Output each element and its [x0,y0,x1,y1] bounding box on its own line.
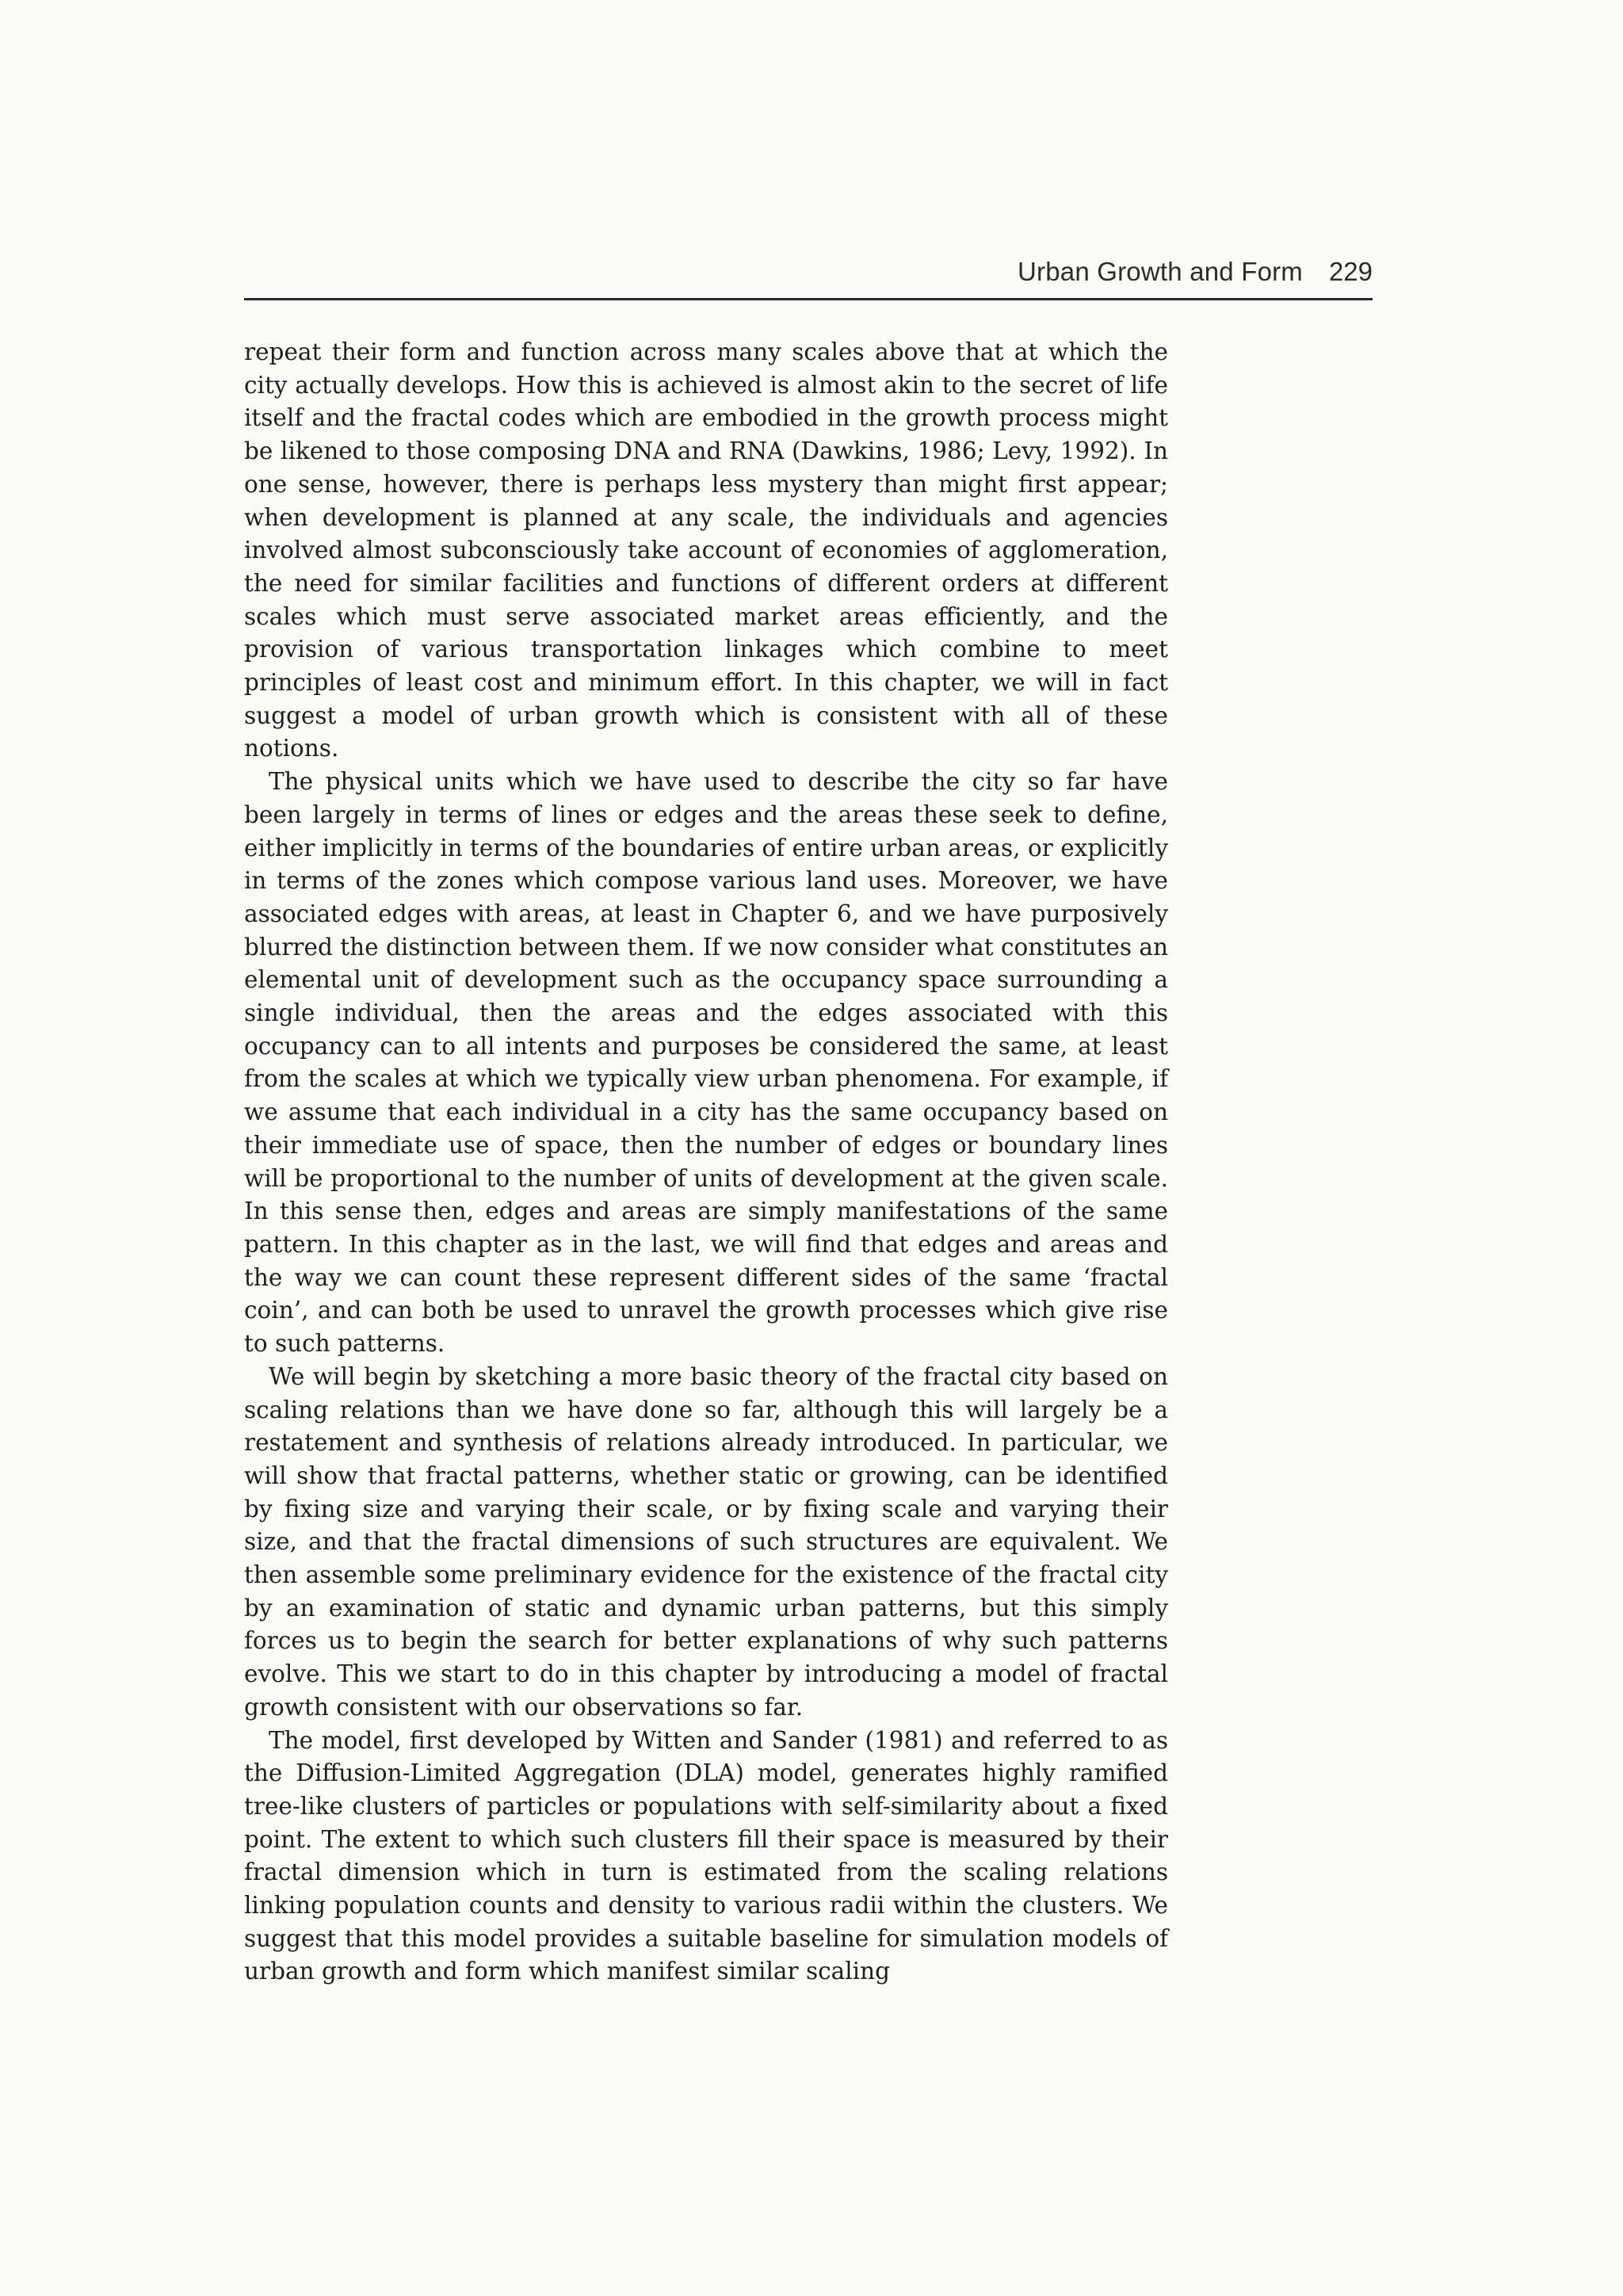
page-number: 229 [1328,257,1373,286]
body-text [244,336,1168,1988]
paragraph-dla-model: The model, first developed by Witten and Sander (1981) and referred to as the Diffusion-Limited Aggregation (DLA) model, generates highly ramified tree-like clusters of particles or populations with self-similarity about a fixed point. The extent to which such clusters fill their space is measured by their fractal dimension which in turn is estimated from the scaling relations linking population counts and density to various radii within the clusters. We suggest that this model provides a suitable baseline for simulation models of urban growth and form which manifest similar scaling [244,1726,1168,1985]
paragraph-continuation: repeat their form and function across many scales above that at which the city actually develops. How this is achieved is almost akin to the secret of life itself and the fractal codes which are embodied in the growth process might be likened to those composing DNA and RNA (Dawkins, 1986; Levy, 1992). In one sense, however, there is perhaps less mystery than might first appear; when development is planned at any scale, the individuals and agencies involved almost subconsciously take account of economies of agglomeration, the need for similar facilities and functions of different orders at different scales which must serve associated market areas efficiently, and the provision of various transportation linkages which combine to meet principles of least cost and minimum effort. In this chapter, we will in fact suggest a model of urban growth which is consistent with all of these notions. [244,338,1168,762]
paragraph-physical-units: The physical units which we have used to describe the city so far have been largely in terms of lines or edges and the areas these seek to define, either implicitly in terms of the boundaries of entire urban areas, or explicitly in terms of the zones which compose various land uses. Moreover, we have associated edges with areas, at least in Chapter 6, and we have purposively blurred the distinction between them. If we now consider what constitutes an elemental unit of development such as the occupancy space surrounding a single individual, then the areas and the edges associated with this occupancy can to all intents and purposes be considered the same, at least from the scales at which we typically view urban phenomena. For example, if we assume that each individual in a city has the same occupancy based on their immediate use of space, then the number of edges or boundary lines will be proportional to the number of units of development at the given scale. In this sense then, edges and areas are simply manifestations of the same pattern. In this chapter as in the last, we will find that edges and areas and the way we can count these represent different sides of the same ‘fractal coin’, and can both be used to unravel the growth processes which give rise to such patterns. [244,768,1168,1358]
paragraph-fractal-theory: We will begin by sketching a more basic theory of the fractal city based on scaling relations than we have done so far, although this will largely be a restatement and synthesis of relations already introduced. In particular, we will show that fractal patterns, whether static or growing, can be identified by fixing size and varying their scale, or by fixing scale and varying their size, and that the fractal dimensions of such structures are equivalent. We then assemble some preliminary evidence for the existence of the fractal city by an examination of static and dynamic urban patterns, but this simply forces us to begin the search for better explanations of why such patterns evolve. This we start to do in this chapter by introducing a model of fractal growth consistent with our observations so far. [244,1362,1168,1721]
running-head [244,250,1373,300]
running-title: Urban Growth and Form [1018,257,1303,286]
